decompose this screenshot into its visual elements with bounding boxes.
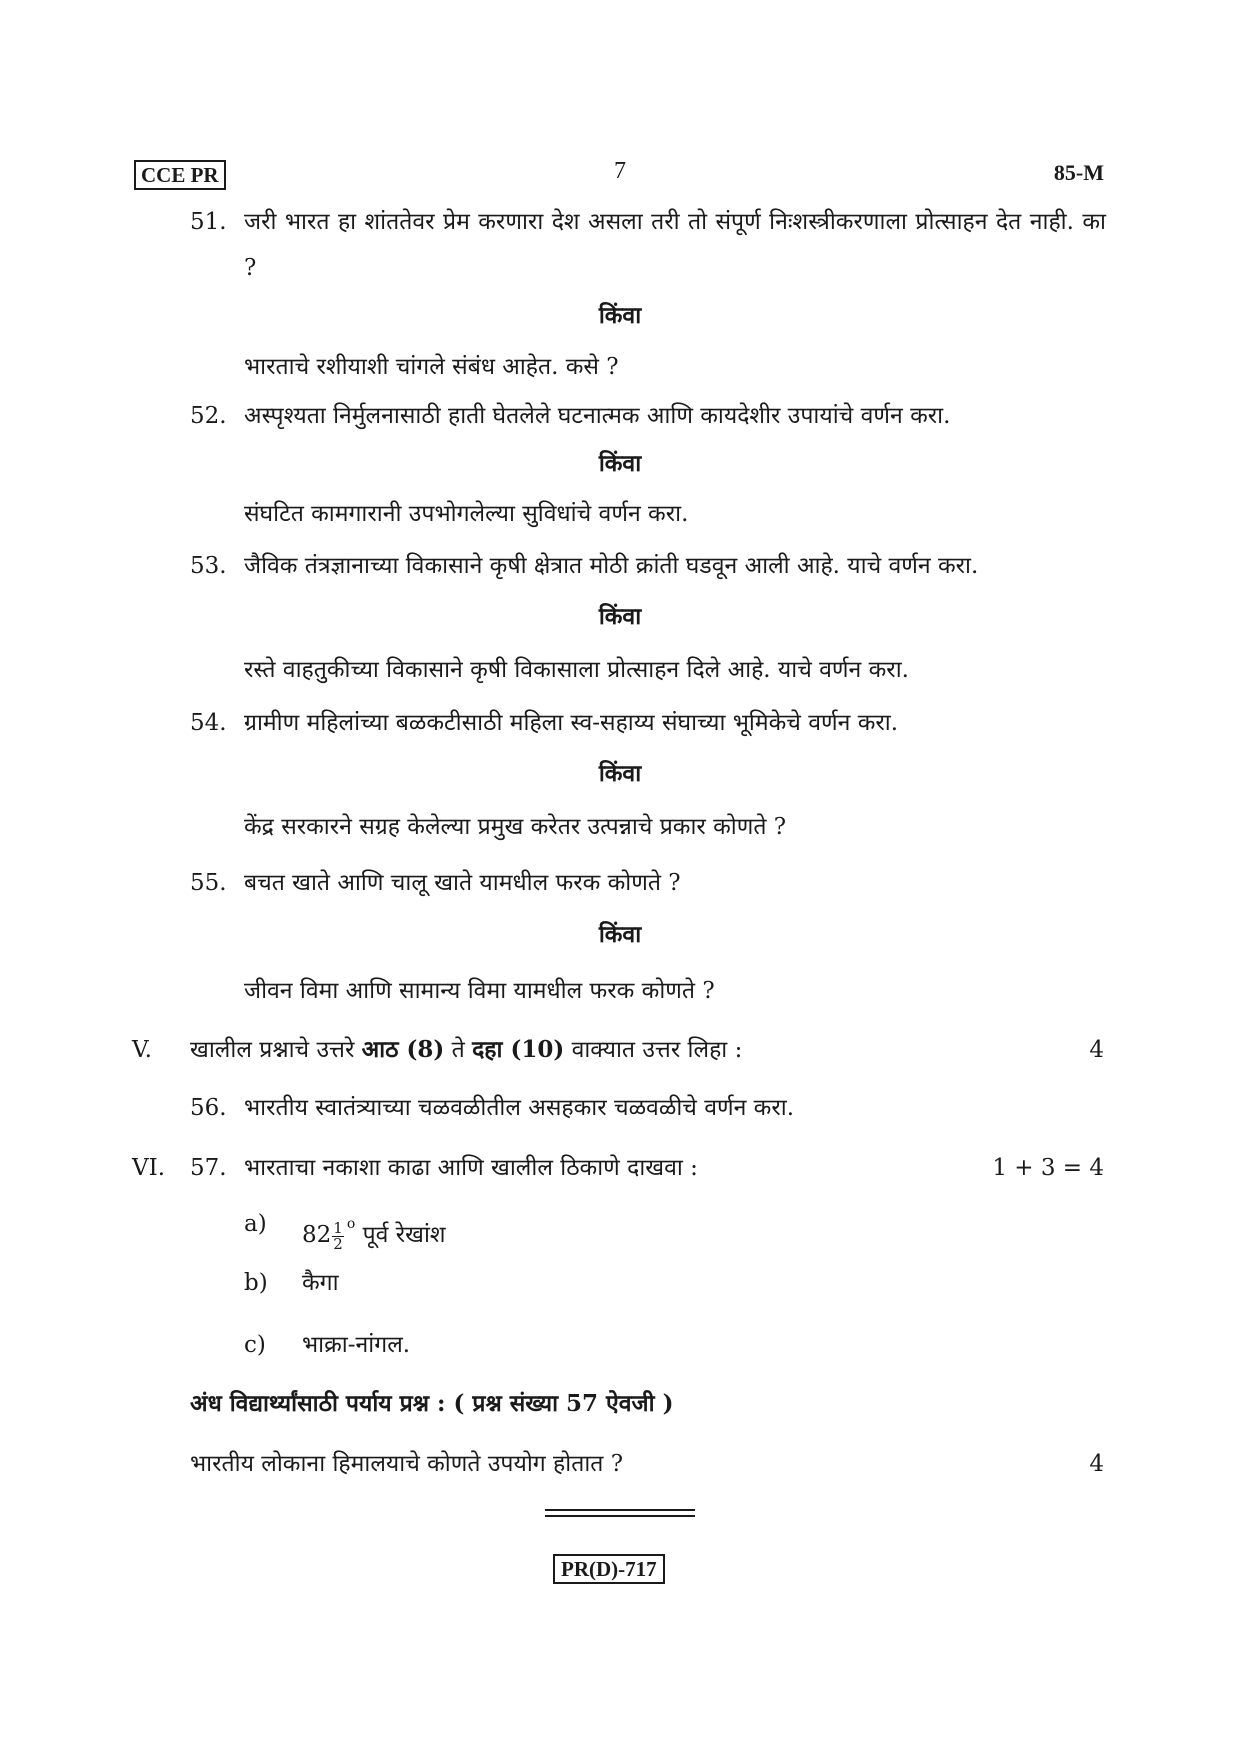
alternate-question-text: भारतीय लोकाना हिमालयाचे कोणते उपयोग होतात ? [190, 1451, 624, 1477]
or-label: किंवा [598, 302, 642, 329]
question-text: ग्रामीण महिलांच्या बळकटीसाठी महिला स्व-सहाय्य संघाच्या भूमिकेचे वर्णन करा. [244, 710, 899, 736]
page-number: 7 [614, 158, 626, 184]
instruction-text: खालील प्रश्नाचे उत्तरे [190, 1037, 355, 1063]
instruction-bold: आठ (8) [361, 1036, 445, 1063]
sub-item-text [302, 1204, 446, 1255]
sub-item-label: b) [244, 1270, 268, 1296]
alternate-question-text: केंद्र सरकारने सग्रह केलेल्या प्रमुख करेतर उत्पन्नाचे प्रकार कोणते ? [244, 814, 787, 840]
question-text: जरी भारत हा शांततेवर प्रेम करणारा देश असला तरी तो संपूर्ण निःशस्त्रीकरणाला प्रोत्साहन देत नाही. का ? [244, 209, 1106, 281]
sub-item-label: a) [244, 1211, 267, 1237]
end-rule [545, 1515, 695, 1517]
sub-item-label: c) [244, 1332, 266, 1358]
degree-symbol: o [346, 1216, 356, 1232]
section-v-instruction [190, 1035, 742, 1065]
instruction-bold: दहा (10) [472, 1036, 565, 1063]
or-label: किंवा [598, 450, 642, 477]
header-series-box: CCE PR [134, 160, 226, 190]
fraction-numerator: 1 [333, 1218, 343, 1237]
instruction-text: ते [451, 1037, 465, 1063]
question-text: भारतीय स्वातंत्र्याच्या चळवळीतील असहकार चळवळीचे वर्णन करा. [244, 1095, 795, 1121]
section-roman-vi: VI. [132, 1155, 166, 1181]
section-v-marks: 4 [1089, 1037, 1104, 1063]
section-vi-marks: 1 + 3 = 4 [992, 1155, 1104, 1181]
fraction-denominator: 2 [333, 1234, 343, 1253]
question-number: 56. [190, 1095, 227, 1121]
section-roman-v: V. [132, 1037, 152, 1063]
alternate-question-marks: 4 [1089, 1451, 1104, 1477]
paper-code: 85-M [1053, 160, 1104, 185]
end-rule [545, 1509, 695, 1511]
question-text: जैविक तंत्रज्ञानाच्या विकासाने कृषी क्षेत्रात मोठी क्रांती घडवून आली आहे. याचे वर्णन करा. [244, 553, 979, 579]
longitude-fraction [332, 1218, 344, 1253]
longitude-whole: 82 [302, 1222, 332, 1248]
longitude-text: पूर्व रेखांश [362, 1222, 446, 1248]
or-label: किंवा [598, 921, 642, 948]
alternate-question-text: रस्ते वाहतुकीच्या विकासाने कृषी विकासाला प्रोत्साहन दिले आहे. याचे वर्णन करा. [244, 657, 909, 683]
footer-code-box: PR(D)-717 [553, 1554, 665, 1584]
or-label: किंवा [598, 603, 642, 630]
alternate-question-text: भारताचे रशीयाशी चांगले संबंध आहेत. कसे ? [244, 354, 619, 380]
question-number: 51. [190, 209, 227, 235]
question-number: 55. [190, 870, 227, 896]
question-number: 53. [190, 553, 227, 579]
alternate-question-text: जीवन विमा आणि सामान्य विमा यामधील फरक कोणते ? [244, 978, 715, 1004]
question-text: बचत खाते आणि चालू खाते यामधील फरक कोणते ? [244, 870, 681, 896]
sub-item-text: भाक्रा-नांगल. [302, 1332, 411, 1358]
question-text: अस्पृश्यता निर्मुलनासाठी हाती घेतलेले घटनात्मक आणि कायदेशीर उपायांचे वर्णन करा. [244, 403, 951, 429]
question-text: भारताचा नकाशा काढा आणि खालील ठिकाणे दाखवा : [244, 1155, 698, 1181]
instruction-text: वाक्यात उत्तर लिहा : [571, 1037, 743, 1063]
alternate-question-text: संघटित कामगारानी उपभोगलेल्या सुविधांचे वर्णन करा. [244, 501, 689, 527]
question-number: 57. [190, 1155, 227, 1181]
question-number: 52. [190, 403, 227, 429]
alternate-heading: अंध विद्यार्थ्यांसाठी पर्याय प्रश्न : ( प्रश्न संख्या 57 ऐवजी ) [190, 1390, 674, 1417]
sub-item-text: कैगा [302, 1270, 339, 1296]
question-number: 54. [190, 710, 227, 736]
or-label: किंवा [598, 760, 642, 787]
